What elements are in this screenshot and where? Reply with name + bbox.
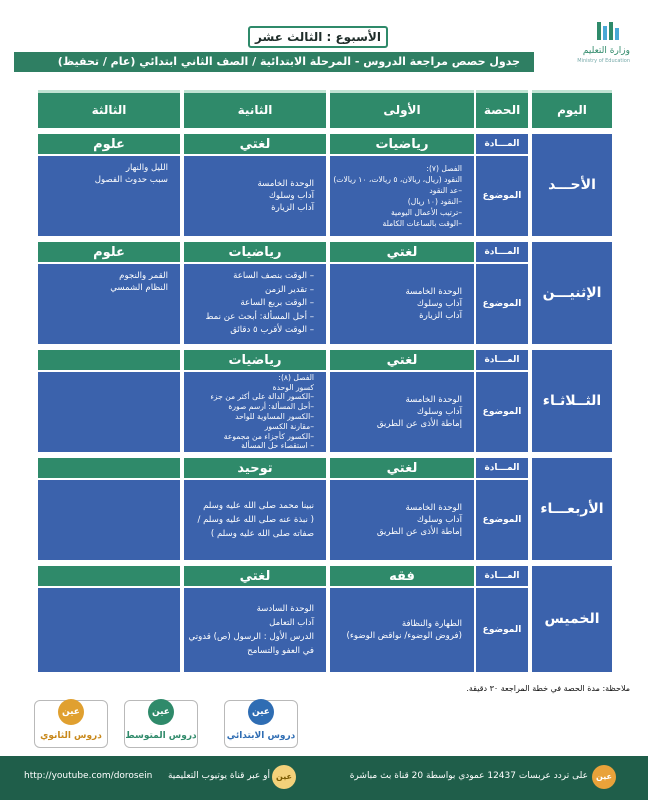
subject-cell: علوم <box>38 242 180 262</box>
topic-cell <box>330 372 474 452</box>
header-period: الحصة <box>476 90 528 128</box>
ein-logo-icon: عين <box>592 765 616 789</box>
topic-cell <box>330 480 474 560</box>
ein-logo-icon: عين <box>148 699 174 725</box>
ministry-logo-icon <box>594 20 624 42</box>
label-topic: الموضوع <box>476 156 528 236</box>
subject-cell: لغتي <box>184 134 326 154</box>
chip-primary[interactable] <box>224 700 298 748</box>
header-second: الثانية <box>184 90 326 128</box>
footer-bar <box>0 756 648 800</box>
subject-cell-empty <box>38 458 180 478</box>
day-tuesday: الثــلاثـاء <box>532 350 612 452</box>
footnote: ملاحظة: مدة الحصة في خطة المراجعة ٣٠ دقيقة. <box>466 684 630 693</box>
topic-line: كسور الوحدة <box>272 382 314 392</box>
topic-line: آداب الزيارة <box>419 311 462 321</box>
chip-secondary[interactable] <box>34 700 108 748</box>
day-monday: الإثنيـــن <box>532 242 612 344</box>
topic-line: ( نبذة عنه صلى الله عليه وسلم / <box>197 515 314 525</box>
topic-line: إماطة الأذى عن الطريق <box>376 527 462 537</box>
topic-line: – أحل المسألة: أبحث عن نمط <box>205 311 314 322</box>
subject-cell-empty <box>38 566 180 586</box>
topic-line: –عد النقود <box>429 186 462 195</box>
topic-line: النظام الشمسي <box>110 283 168 293</box>
topic-line: آداب وسلوك <box>416 407 462 417</box>
topic-cell <box>38 156 180 236</box>
topic-cell <box>330 156 474 236</box>
topic-line: نبينا محمد صلى الله عليه وسلم <box>203 501 314 511</box>
footer-channel: على تردد عربسات 12437 عمودي بواسطة 20 قناة بث مباشرة <box>349 771 588 781</box>
label-subject: المـــادة <box>476 242 528 262</box>
topic-line: –أحل المسألة: أرسم صورة <box>228 402 314 412</box>
subject-cell: لغتي <box>330 458 474 478</box>
subject-cell: فقه <box>330 566 474 586</box>
topic-line: آداب وسلوك <box>416 299 462 309</box>
topic-line: آداب وسلوك <box>268 191 314 201</box>
topic-line: الوحدة السادسة <box>256 604 314 614</box>
day-thursday: الخميس <box>532 566 612 672</box>
topic-line: آداب وسلوك <box>416 515 462 525</box>
subject-cell: رياضيات <box>184 242 326 262</box>
label-topic: الموضوع <box>476 588 528 672</box>
topic-line: – تقدير الزمن <box>264 284 314 295</box>
footer-youtube-text: أو عبر قناة يوتيوب التعليمية <box>167 771 270 781</box>
subject-cell: علوم <box>38 134 180 154</box>
topic-line: آداب الزيارة <box>271 203 314 213</box>
topic-line: –الكسور الدالة على أكثر من جزء <box>210 392 314 402</box>
subject-cell: توحيد <box>184 458 326 478</box>
topic-line: –الوقت بالساعات الكاملة <box>382 219 462 228</box>
footer-url-link[interactable]: http://youtube.com/dorosein <box>24 771 153 781</box>
subject-cell: رياضيات <box>184 350 326 370</box>
ein-logo-icon: عين <box>58 699 84 725</box>
topic-line: –مقارنة الكسور <box>264 421 314 431</box>
header-third: الثالثة <box>38 90 180 128</box>
label-subject: المـــادة <box>476 458 528 478</box>
topic-line: آداب التعامل <box>269 618 314 628</box>
chip-label: دروس المتوسط <box>125 731 197 741</box>
topic-cell <box>184 264 326 344</box>
topic-cell <box>38 264 180 344</box>
topic-line: –الكسور المساوية للواحد <box>235 412 314 421</box>
chip-label: دروس الابتدائي <box>226 731 296 741</box>
topic-cell-empty <box>38 372 180 452</box>
topic-cell-empty <box>38 588 180 672</box>
topic-line: القمر والنجوم <box>119 271 168 281</box>
topic-cell <box>184 588 326 672</box>
topic-line: (فروض الوضوء/ نواقض الوضوء) <box>346 631 462 641</box>
subject-cell: لغتي <box>330 242 474 262</box>
topic-line: إماطة الأذى عن الطريق <box>376 419 462 429</box>
week-badge: الأسبوع : الثالث عشر <box>248 26 388 48</box>
topic-cell <box>330 588 474 672</box>
topic-line: –الكسور كأجزاء من مجموعة <box>223 431 314 441</box>
topic-line: الوحدة الخامسة <box>405 503 462 513</box>
chip-label: دروس الثانوي <box>40 731 102 741</box>
topic-line: الفصل (٨): <box>278 372 314 382</box>
subject-cell-empty <box>38 350 180 370</box>
topic-cell <box>184 372 326 452</box>
day-wednesday: الأربعـــاء <box>532 458 612 560</box>
topic-line: –ترتيب الأعمال اليومية <box>390 208 462 217</box>
topic-line: – استقصاء حل المسألة <box>241 441 314 451</box>
topic-line: – الوقت بربع الساعة <box>240 298 314 309</box>
topic-line: – الوقت بنصف الساعة <box>233 271 314 282</box>
topic-line: الوحدة الخامسة <box>405 287 462 297</box>
topic-line: الطهارة والنظافة <box>401 619 462 629</box>
topic-line: سبب حدوث الفصول <box>94 175 168 185</box>
ein-logo-icon: عين <box>248 699 274 725</box>
label-subject: المـــادة <box>476 134 528 154</box>
topic-line: النقود (ريال، ريالان، ٥ ريالات، ١٠ ريالات) <box>333 175 462 184</box>
schedule-title: جدول حصص مراجعة الدروس - المرحلة الابتدائية / الصف الثاني ابتدائي (عام / تحفيظ) <box>14 52 534 72</box>
topic-line: الدرس الأول : الرسول (ص) قدوتي <box>188 632 314 642</box>
topic-cell <box>330 264 474 344</box>
ministry-name-en: Ministry of Education <box>577 58 630 64</box>
subject-cell: لغتي <box>184 566 326 586</box>
topic-line: –النقود (١٠ ريال) <box>407 197 462 206</box>
header-day: اليوم <box>532 90 612 128</box>
ministry-logo <box>548 20 630 66</box>
topic-line: الوحدة الخامسة <box>257 179 314 189</box>
ein-logo-icon: عين <box>272 765 296 789</box>
topic-line: – الوقت لأقرب ٥ دقائق <box>230 325 314 336</box>
label-subject: المـــادة <box>476 350 528 370</box>
subject-cell: رياضيات <box>330 134 474 154</box>
topic-cell-empty <box>38 480 180 560</box>
label-topic: الموضوع <box>476 264 528 344</box>
topic-line: الليل والنهار <box>125 163 168 173</box>
topic-line: صفاته صلى الله عليه وسلم ) <box>210 529 314 539</box>
topic-line: الوحدة الخامسة <box>405 395 462 405</box>
label-subject: المـــادة <box>476 566 528 586</box>
day-sunday: الأحـــد <box>532 134 612 236</box>
topic-cell <box>184 156 326 236</box>
label-topic: الموضوع <box>476 480 528 560</box>
chip-intermediate[interactable] <box>124 700 198 748</box>
ministry-name: وزارة التعليم <box>582 46 630 56</box>
label-topic: الموضوع <box>476 372 528 452</box>
subject-cell: لغتي <box>330 350 474 370</box>
topic-line: في العفو والتسامح <box>247 646 314 656</box>
header-first: الأولى <box>330 90 474 128</box>
topic-line: الفصل (٧): <box>426 164 462 173</box>
topic-cell <box>184 480 326 560</box>
